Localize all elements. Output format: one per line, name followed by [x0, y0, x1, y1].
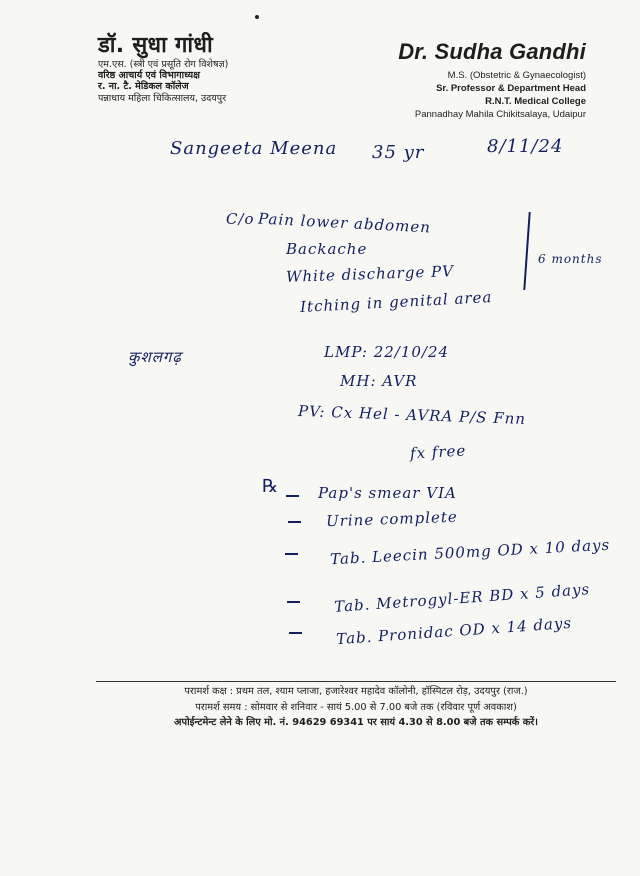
- advice-item: Urine complete: [325, 507, 459, 531]
- complaint-item: Itching in genital area: [299, 287, 493, 317]
- visit-date: 8/11/24: [487, 136, 564, 157]
- consultation-timing: परामर्श समय : सोमवार से शनिवार - सायं 5.00 से 7.00 बजे तक (रविवार पूर्ण अवकाश): [195, 701, 517, 713]
- side-note: कुशलगढ़: [128, 348, 182, 366]
- dash-icon: [285, 553, 298, 555]
- college-english: R.N.T. Medical College: [485, 95, 586, 107]
- hindi-letterhead: [98, 33, 228, 104]
- doctor-name-hindi: डॉ. सुधा गांधी: [98, 33, 213, 58]
- complaints-label: C/o: [226, 210, 255, 228]
- doctor-name-english: Dr. Sudha Gandhi: [398, 39, 586, 64]
- rx-icon: ℞: [262, 476, 280, 497]
- english-letterhead: [398, 37, 586, 122]
- qualification-english: M.S. (Obstetric & Gynaecologist): [447, 69, 586, 81]
- designation-hindi: वरिष्ठ आचार्य एवं विभागाध्यक्ष: [98, 70, 200, 82]
- footer-divider: [96, 681, 616, 682]
- dash-icon: [288, 521, 301, 523]
- lmp-note: LMP: 22/10/24: [324, 343, 450, 361]
- complaints-bracket: [523, 212, 530, 290]
- dash-icon: [287, 601, 300, 603]
- advice-item: Pap's smear VIA: [318, 484, 457, 502]
- hospital-english: Pannadhay Mahila Chikitsalaya, Udaipur: [414, 108, 586, 120]
- advice-item: Tab. Metrogyl-ER BD x 5 days: [333, 580, 591, 616]
- patient-age: 35 yr: [372, 142, 425, 163]
- dash-icon: [289, 632, 302, 634]
- college-hindi: र. ना. टै. मेडिकल कॉलेज: [98, 81, 189, 93]
- designation-english: Sr. Professor & Department Head: [436, 82, 586, 94]
- hospital-hindi: पन्नाधाय महिला चिकित्सालय, उदयपुर: [98, 92, 227, 104]
- pv-examination: PV: Cx Hel - AVRA P/S Fnn: [297, 402, 527, 428]
- pv-examination-note: fx free: [409, 441, 467, 463]
- complaint-item: White discharge PV: [285, 262, 455, 286]
- footer: [96, 684, 616, 731]
- appointment-contact: अपोईन्टमेन्ट लेने के लिए मो. नं. 94629 69341 पर सायं 4.30 से 8.00 बजे तक सम्पर्क करें।: [174, 717, 538, 729]
- clinic-address: परामर्श कक्ष : प्रथम तल, श्याम प्लाजा, हजारेश्वर महादेव कॉलोनी, हॉस्पिटल रोड़, उदयपुर (राज.): [184, 686, 528, 697]
- complaint-item: Pain lower abdomen: [257, 209, 432, 237]
- complaint-duration: 6 months: [538, 252, 603, 266]
- dash-icon: [286, 495, 299, 497]
- advice-item: Tab. Pronidac OD x 14 days: [335, 613, 573, 649]
- qualification-hindi: एम.एस. (स्त्री एवं प्रसूति रोग विशेषज्ञ): [98, 58, 229, 70]
- menstrual-history: MH: AVR: [340, 372, 418, 390]
- complaint-item: Backache: [286, 240, 368, 258]
- patient-name: Sangeeta Meena: [170, 138, 338, 159]
- punch-dot: [255, 15, 259, 19]
- advice-item: Tab. Leecin 500mg OD x 10 days: [329, 535, 611, 569]
